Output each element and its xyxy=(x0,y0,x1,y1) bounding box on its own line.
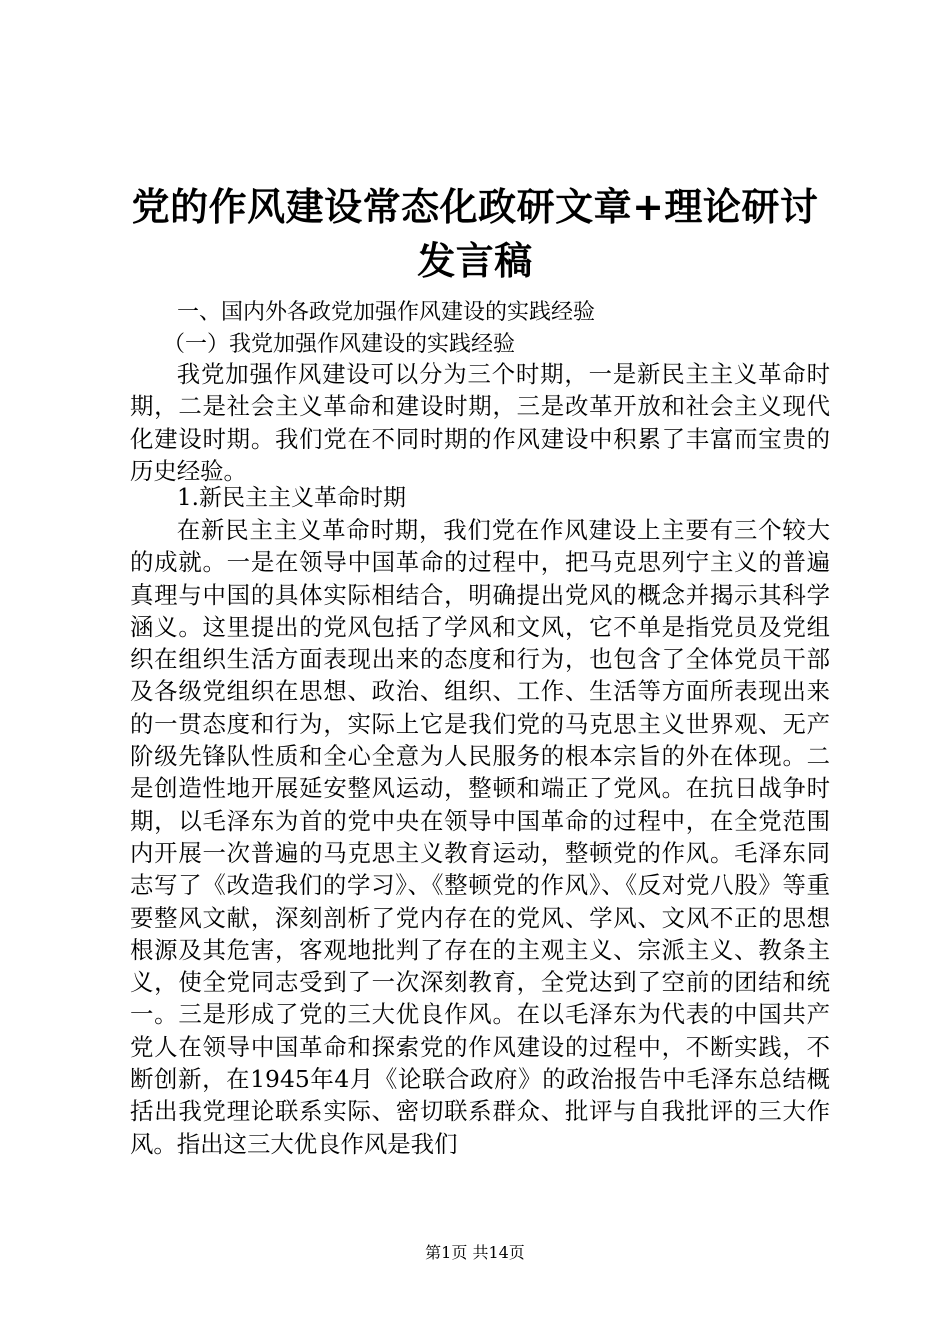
paragraph: 在新民主主义革命时期，我们党在作风建设上主要有三个较大的成就。一是在领导中国革命的过程中，把马克思列宁主义的普遍真理与中国的具体实际相结合，明确提出党风的概念并揭示其科学涵义。这里提出的党风包括了学风和文风，它不单是指党员及党组织在组织生活方面表现出来的态度和行为，也包含了全体党员干部及各级党组织在思想、政治、组织、工作、生活等方面所表现出来的一贯态度和行为，实际上它是我们党的马克思主义世界观、无产阶级先锋队性质和全心全意为人民服务的根本宗旨的外在体现。二是创造性地开展延安整风运动，整顿和端正了党风。在抗日战争时期，以毛泽东为首的党中央在领导中国革命的过程中，在全党范围内开展一次普遍的马克思主义教育运动，整顿党的作风。毛泽东同志写了《改造我们的学习》、《整顿党的作风》、《反对党八股》等重要整风文献，深刻剖析了党内存在的党风、学风、文风不正的思想根源及其危害，客观地批判了存在的主观主义、宗派主义、教条主义，使全党同志受到了一次深刻教育，全党达到了空前的团结和统一。三是形成了党的三大优良作风。在以毛泽东为代表的中国共产党人在领导中国革命和探索党的作风建设的过程中，不断实践，不断创新，在1945年4月《论联合政府》的政治报告中毛泽东总结概括出我党理论联系实际、密切联系群众、批评与自我批评的三大作风。指出这三大优良作风是我们 xyxy=(130,516,830,1158)
page-footer: 第1页 共14页 xyxy=(425,1243,525,1262)
subsection-heading: （一）我党加强作风建设的实践经验 xyxy=(163,332,516,357)
section-heading: 一、国内外各政党加强作风建设的实践经验 xyxy=(177,300,596,325)
paragraph: 我党加强作风建设可以分为三个时期，一是新民主主义革命时期，二是社会主义革命和建设时期，三是改革开放和社会主义现代化建设时期。我们党在不同时期的作风建设中积累了丰富而宝贵的历史经验。 xyxy=(130,360,830,485)
numbered-subheading: 1.新民主主义革命时期 xyxy=(177,485,406,511)
document-title: 党的作风建设常态化政研文章+理论研讨发言稿 xyxy=(131,185,819,283)
